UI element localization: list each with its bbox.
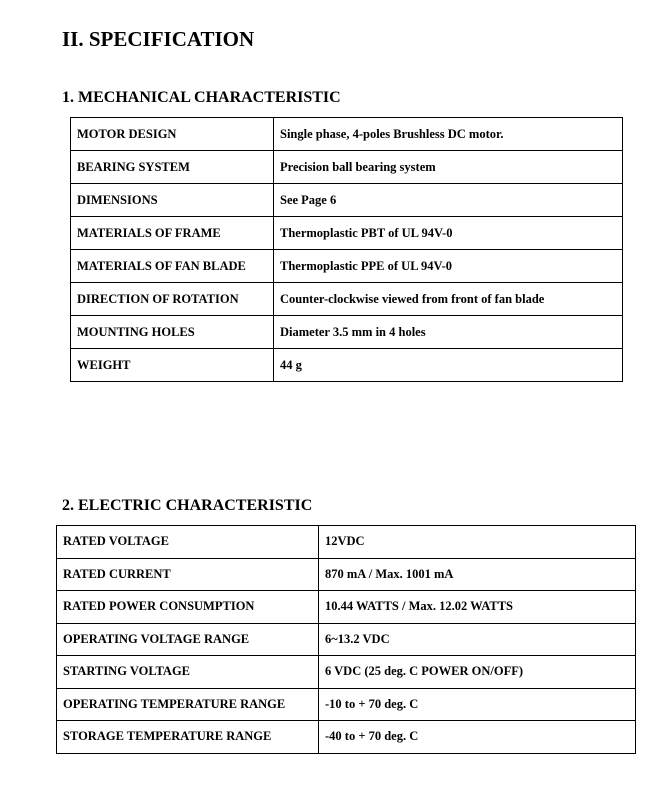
spec-value: See Page 6: [274, 184, 623, 217]
spec-label: BEARING SYSTEM: [71, 151, 274, 184]
table-row: [71, 151, 623, 184]
spec-label: RATED POWER CONSUMPTION: [57, 591, 319, 624]
spec-value: Counter-clockwise viewed from front of fan blade: [274, 283, 623, 316]
mechanical-spec-table: [70, 117, 623, 382]
table-row: [57, 558, 636, 591]
spec-label: MATERIALS OF FAN BLADE: [71, 250, 274, 283]
spec-value: Single phase, 4-poles Brushless DC motor.: [274, 118, 623, 151]
spec-value: 12VDC: [319, 526, 636, 559]
spec-label: RATED VOLTAGE: [57, 526, 319, 559]
spec-label: WEIGHT: [71, 349, 274, 382]
spec-value: 870 mA / Max. 1001 mA: [319, 558, 636, 591]
spec-value: -40 to + 70 deg. C: [319, 721, 636, 754]
spec-label: MOTOR DESIGN: [71, 118, 274, 151]
page-title: II. SPECIFICATION: [62, 27, 255, 51]
spec-value: -10 to + 70 deg. C: [319, 688, 636, 721]
spec-label: STORAGE TEMPERATURE RANGE: [57, 721, 319, 754]
spec-label: MOUNTING HOLES: [71, 316, 274, 349]
table-row: [71, 349, 623, 382]
table-row: [57, 656, 636, 689]
spec-value: 44 g: [274, 349, 623, 382]
spec-value: Thermoplastic PPE of UL 94V-0: [274, 250, 623, 283]
table-row: [71, 184, 623, 217]
spec-label: OPERATING VOLTAGE RANGE: [57, 623, 319, 656]
electric-spec-table: [56, 525, 636, 754]
table-row: [71, 250, 623, 283]
table-row: [57, 688, 636, 721]
spec-value: Diameter 3.5 mm in 4 holes: [274, 316, 623, 349]
electric-section-title: 2. ELECTRIC CHARACTERISTIC: [62, 497, 313, 514]
table-row: [71, 283, 623, 316]
table-row: [57, 591, 636, 624]
mechanical-section-title: 1. MECHANICAL CHARACTERISTIC: [62, 89, 341, 106]
table-row: [71, 316, 623, 349]
spec-label: STARTING VOLTAGE: [57, 656, 319, 689]
spec-value: 6~13.2 VDC: [319, 623, 636, 656]
spec-value: 6 VDC (25 deg. C POWER ON/OFF): [319, 656, 636, 689]
table-row: [71, 118, 623, 151]
spec-label: RATED CURRENT: [57, 558, 319, 591]
spec-label: DIRECTION OF ROTATION: [71, 283, 274, 316]
table-row: [57, 623, 636, 656]
table-row: [57, 721, 636, 754]
table-row: [71, 217, 623, 250]
table-row: [57, 526, 636, 559]
spec-value: Thermoplastic PBT of UL 94V-0: [274, 217, 623, 250]
spec-label: MATERIALS OF FRAME: [71, 217, 274, 250]
spec-value: Precision ball bearing system: [274, 151, 623, 184]
spec-label: OPERATING TEMPERATURE RANGE: [57, 688, 319, 721]
spec-value: 10.44 WATTS / Max. 12.02 WATTS: [319, 591, 636, 624]
spec-label: DIMENSIONS: [71, 184, 274, 217]
